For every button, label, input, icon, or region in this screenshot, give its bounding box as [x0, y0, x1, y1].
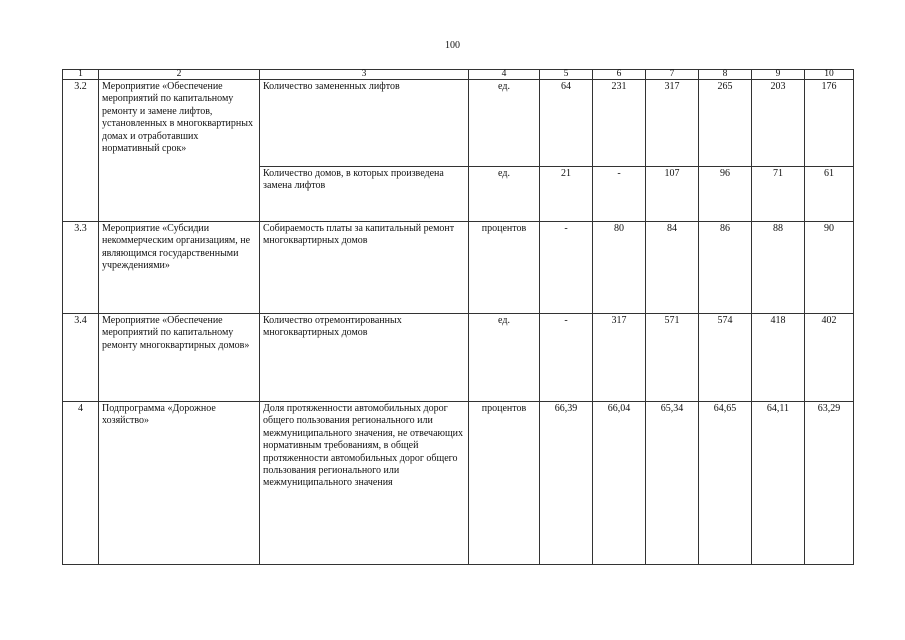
row-id: 3.2	[63, 80, 99, 222]
value-cell: 71	[752, 167, 805, 222]
value-cell: 571	[646, 314, 699, 402]
page-number: 100	[445, 40, 460, 51]
value-cell: 88	[752, 222, 805, 314]
value-cell: 64	[540, 80, 593, 167]
column-header: 2	[99, 70, 260, 80]
indicator-text: Количество отремонтированных многоквартирных домов	[260, 314, 469, 402]
value-cell: 64,11	[752, 402, 805, 565]
column-header: 1	[63, 70, 99, 80]
column-header: 5	[540, 70, 593, 80]
column-header: 4	[469, 70, 540, 80]
value-cell: 90	[805, 222, 854, 314]
indicator-text: Количество замененных лифтов	[260, 80, 469, 167]
row-id: 3.4	[63, 314, 99, 402]
row-id: 3.3	[63, 222, 99, 314]
value-cell: 107	[646, 167, 699, 222]
value-cell: -	[540, 222, 593, 314]
table-row	[63, 314, 854, 402]
unit: процентов	[469, 402, 540, 565]
indicator-text: Количество домов, в которых произведена замена лифтов	[260, 167, 469, 222]
value-cell: 317	[593, 314, 646, 402]
column-header: 8	[699, 70, 752, 80]
unit: ед.	[469, 167, 540, 222]
value-cell: 231	[593, 80, 646, 167]
value-cell: 84	[646, 222, 699, 314]
value-cell: 66,04	[593, 402, 646, 565]
value-cell: 574	[699, 314, 752, 402]
unit: ед.	[469, 80, 540, 167]
column-number-row	[63, 70, 854, 80]
row-id: 4	[63, 402, 99, 565]
column-header: 9	[752, 70, 805, 80]
table-row	[63, 222, 854, 314]
value-cell: 402	[805, 314, 854, 402]
value-cell: 64,65	[699, 402, 752, 565]
value-cell: 80	[593, 222, 646, 314]
value-cell: 418	[752, 314, 805, 402]
indicator-text: Доля протяженности автомобильных дорог общего пользования регионального или межмуниципального значения, не отвечающих нормативным требованиям, в общей протяженности автомобильных дорог общего пользования регионального или межмуниципального значения	[260, 402, 469, 565]
measure-name: Подпрограмма «Дорожное хозяйство»	[99, 402, 260, 565]
indicator-text: Собираемость платы за капитальный ремонт многоквартирных домов	[260, 222, 469, 314]
measure-name: Мероприятие «Обеспечение мероприятий по капитальному ремонту многоквартирных домов»	[99, 314, 260, 402]
measure-name: Мероприятие «Субсидии некоммерческим организациям, не являющимся государственными учреждениями»	[99, 222, 260, 314]
value-cell: 86	[699, 222, 752, 314]
table-row	[63, 80, 854, 167]
value-cell: -	[593, 167, 646, 222]
value-cell: -	[540, 314, 593, 402]
table-row	[63, 402, 854, 565]
value-cell: 265	[699, 80, 752, 167]
column-header: 7	[646, 70, 699, 80]
column-header: 10	[805, 70, 854, 80]
unit: ед.	[469, 314, 540, 402]
value-cell: 203	[752, 80, 805, 167]
value-cell: 63,29	[805, 402, 854, 565]
value-cell: 66,39	[540, 402, 593, 565]
value-cell: 317	[646, 80, 699, 167]
measure-name: Мероприятие «Обеспечение мероприятий по капитальному ремонту и замене лифтов, установленных в многоквартирных домах и отработавших нормативный срок»	[99, 80, 260, 222]
value-cell: 21	[540, 167, 593, 222]
value-cell: 96	[699, 167, 752, 222]
indicator-table	[62, 69, 854, 565]
value-cell: 65,34	[646, 402, 699, 565]
column-header: 3	[260, 70, 469, 80]
unit: процентов	[469, 222, 540, 314]
value-cell: 61	[805, 167, 854, 222]
value-cell: 176	[805, 80, 854, 167]
column-header: 6	[593, 70, 646, 80]
